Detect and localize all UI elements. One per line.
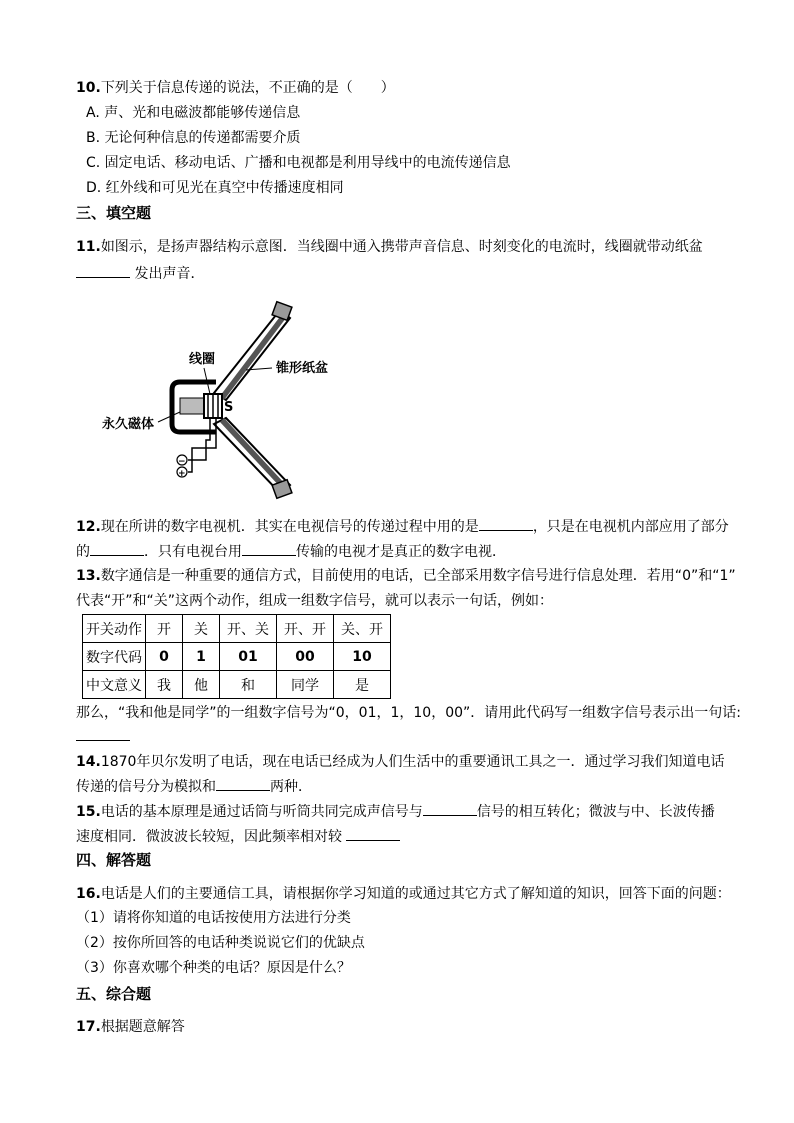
question-number: 14.	[76, 754, 101, 770]
table-cell: 数字代码	[83, 643, 146, 671]
question-16-part-3: （3）你喜欢哪个种类的电话？原因是什么？	[76, 960, 351, 976]
table-cell: 我	[146, 671, 183, 699]
table-cell: 开、关	[220, 615, 277, 643]
question-number: 15.	[76, 804, 101, 820]
terminal-plus-label: +	[178, 469, 186, 479]
question-11-line1	[76, 237, 703, 257]
question-text: 的	[76, 544, 90, 560]
question-text: 两种．	[270, 779, 312, 795]
question-16-part-2: （2）按你所回答的电话种类说说它们的优缺点	[76, 935, 365, 951]
question-number: 16.	[76, 886, 101, 902]
cone-upper-fill	[220, 314, 286, 400]
table-cell: 开、开	[277, 615, 334, 643]
question-14-line2	[76, 776, 312, 797]
question-13-line2: 代表“开”和“关”这两个动作，组成一组数字信号，就可以表示一句话，例如：	[76, 593, 554, 609]
question-13-line1	[76, 566, 736, 586]
question-text: 1870年贝尔发明了电话，现在电话已经成为人们生活中的重要通讯工具之一．通过学习我们知道电话	[100, 754, 725, 770]
lead-wire-2	[188, 418, 216, 472]
question-text: 信号的相互转化；微波与中、长波传播	[476, 804, 715, 820]
digital-code-table	[82, 614, 391, 699]
section-heading-fill-in: 三、填空题	[76, 204, 152, 222]
table-cell: 0	[146, 643, 183, 671]
cone-lower-fill	[220, 418, 286, 489]
pole-label-s: S	[224, 400, 234, 415]
question-13-answer-line	[76, 726, 130, 747]
option-d: D. 红外线和可见光在真空中传播速度相同	[86, 180, 344, 196]
table-cell: 01	[220, 643, 277, 671]
section-heading-comprehensive: 五、综合题	[76, 985, 152, 1003]
option-c: C. 固定电话、移动电话、广播和电视都是利用导线中的电流传递信息	[86, 155, 511, 171]
question-14-line1	[76, 752, 724, 772]
table-row	[83, 643, 391, 671]
answer-blank[interactable]	[76, 726, 130, 741]
table-cell: 1	[183, 643, 220, 671]
answer-blank[interactable]	[76, 263, 130, 278]
question-number: 10.	[76, 80, 101, 96]
question-text: 发出声音．	[134, 266, 205, 282]
question-text: 传输的电视才是真正的数字电视．	[296, 544, 506, 560]
table-cell: 关、开	[334, 615, 391, 643]
question-number: 11.	[76, 239, 101, 255]
table-cell: 他	[183, 671, 220, 699]
label-coil: 线圈	[189, 352, 216, 367]
question-number: 17.	[76, 1019, 101, 1035]
table-cell: 关	[183, 615, 220, 643]
section-heading-answer: 四、解答题	[76, 851, 152, 869]
table-cell: 是	[334, 671, 391, 699]
table-cell: 和	[220, 671, 277, 699]
label-cone: 锥形纸盆	[276, 361, 329, 376]
terminal-minus-label: −	[178, 457, 186, 467]
question-text: ．只有电视台用	[144, 544, 242, 560]
table-cell: 同学	[277, 671, 334, 699]
question-text: 如图示，是扬声器结构示意图．当线圈中通入携带声音信息、时刻变化的电流时，线圈就带动纸盆	[100, 239, 703, 255]
question-16-part-1: （1）请将你知道的电话按使用方法进行分类	[76, 910, 351, 926]
answer-blank[interactable]	[423, 801, 477, 816]
option-a: A. 声、光和电磁波都能够传递信息	[86, 105, 301, 121]
question-text: 根据题意解答	[100, 1019, 185, 1035]
speaker-structure-figure	[96, 300, 356, 500]
question-text: 数字通信是一种重要的通信方式，目前使用的电话，已全部采用数字信号进行信息处理．若用“0”和“1”	[100, 568, 736, 584]
option-b: B. 无论何种信息的传递都需要介质	[86, 130, 301, 146]
question-text: 电话是人们的主要通信工具，请根据你学习知道的或通过其它方式了解知道的知识，回答下面的问题：	[100, 886, 731, 902]
table-row	[83, 671, 391, 699]
question-13-after: 那么，“我和他是同学”的一组数字信号为“0，01，1，10，00”．请用此代码写一组数字信号表示出一句话:	[76, 705, 741, 721]
table-cell: 10	[334, 643, 391, 671]
question-12-line2	[76, 541, 506, 562]
question-10-stem	[76, 78, 395, 98]
question-number: 12.	[76, 519, 101, 535]
question-12-line1	[76, 516, 729, 537]
question-15-line1	[76, 801, 715, 822]
question-15-line2	[76, 826, 400, 847]
question-16-stem	[76, 884, 731, 904]
question-text: 下列关于信息传递的说法，不正确的是（ ）	[100, 80, 395, 96]
answer-blank[interactable]	[242, 541, 296, 556]
table-row	[83, 615, 391, 643]
label-magnet: 永久磁体	[102, 417, 155, 432]
answer-blank[interactable]	[479, 516, 533, 531]
question-11-line2	[76, 263, 204, 284]
table-cell: 开	[146, 615, 183, 643]
question-text: 速度相同．微波波长较短，因此频率相对较	[76, 829, 342, 845]
question-text: 现在所讲的数字电视机．其实在电视信号的传递过程中用的是	[100, 519, 479, 535]
question-text: 传递的信号分为模拟和	[76, 779, 216, 795]
table-cell: 00	[277, 643, 334, 671]
table-cell: 开关动作	[83, 615, 146, 643]
question-text: ，只是在电视机内部应用了部分	[532, 519, 729, 535]
question-number: 13.	[76, 568, 101, 584]
answer-blank[interactable]	[90, 541, 144, 556]
answer-blank[interactable]	[346, 826, 400, 841]
question-text: 电话的基本原理是通过话筒与听筒共同完成声信号与	[100, 804, 423, 820]
answer-blank[interactable]	[216, 776, 270, 791]
question-17-stem	[76, 1017, 185, 1037]
table-cell: 中文意义	[83, 671, 146, 699]
